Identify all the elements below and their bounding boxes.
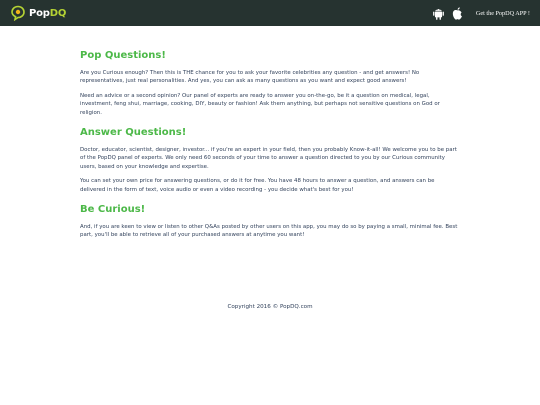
paragraph: Doctor, educator, scientist, designer, investor... if you're an expert in your field, then you probably Know-it-all! We welcome you to be part of the PopDQ panel of experts. We only need 60 seconds of your time to answer a question directed to you by our Curious community users, based on your knowledge and expertise. [80, 147, 457, 170]
paragraph: You can set your own price for answering questions, or do it for free. You have 48 hours to answer a question, and answers can be delivered in the form of text, voice audio or even a video recording - you decide what's best for you! [80, 178, 435, 193]
brand-name: PopDQ [29, 7, 67, 19]
paragraph: And, if you are keen to view or listen to other Q&As posted by other users on this app, you may do so by paying a small, minimal fee. Best part, you'll be able to retrieve all of your purchased answers at anytime you want! [80, 224, 458, 239]
paragraph: Are you Curious enough? Then this is THE chance for you to ask your favorite celebrities any question - and get answers! No representatives, just real personalities. And yes, you can ask as many questions as you want and expect good answers! [80, 70, 420, 85]
android-icon[interactable] [432, 6, 445, 21]
apple-icon[interactable] [451, 6, 464, 21]
section-heading-be-curious: Be Curious! [80, 204, 146, 216]
popdq-logo-icon [10, 5, 26, 21]
main-content [80, 50, 461, 240]
brand-logo-link[interactable] [10, 5, 66, 21]
app-store-links [432, 6, 530, 21]
section-heading-pop-questions: Pop Questions! [80, 50, 166, 61]
paragraph: Need an advice or a second opinion? Our panel of experts are ready to answer you on-the-go, be it a question on medical, legal, investment, feng shui, marriage, cooking, DIY, beauty or fashion! Ask them anything, but perhaps not sensitive questions on God or religion. [80, 92, 440, 116]
get-app-link[interactable]: Get the PopDQ APP ! [475, 9, 530, 17]
footer-copyright: Copyright 2016 © PopDQ.com [227, 304, 313, 310]
top-navbar [0, 0, 540, 26]
section-heading-answer-questions: Answer Questions! [80, 127, 187, 139]
